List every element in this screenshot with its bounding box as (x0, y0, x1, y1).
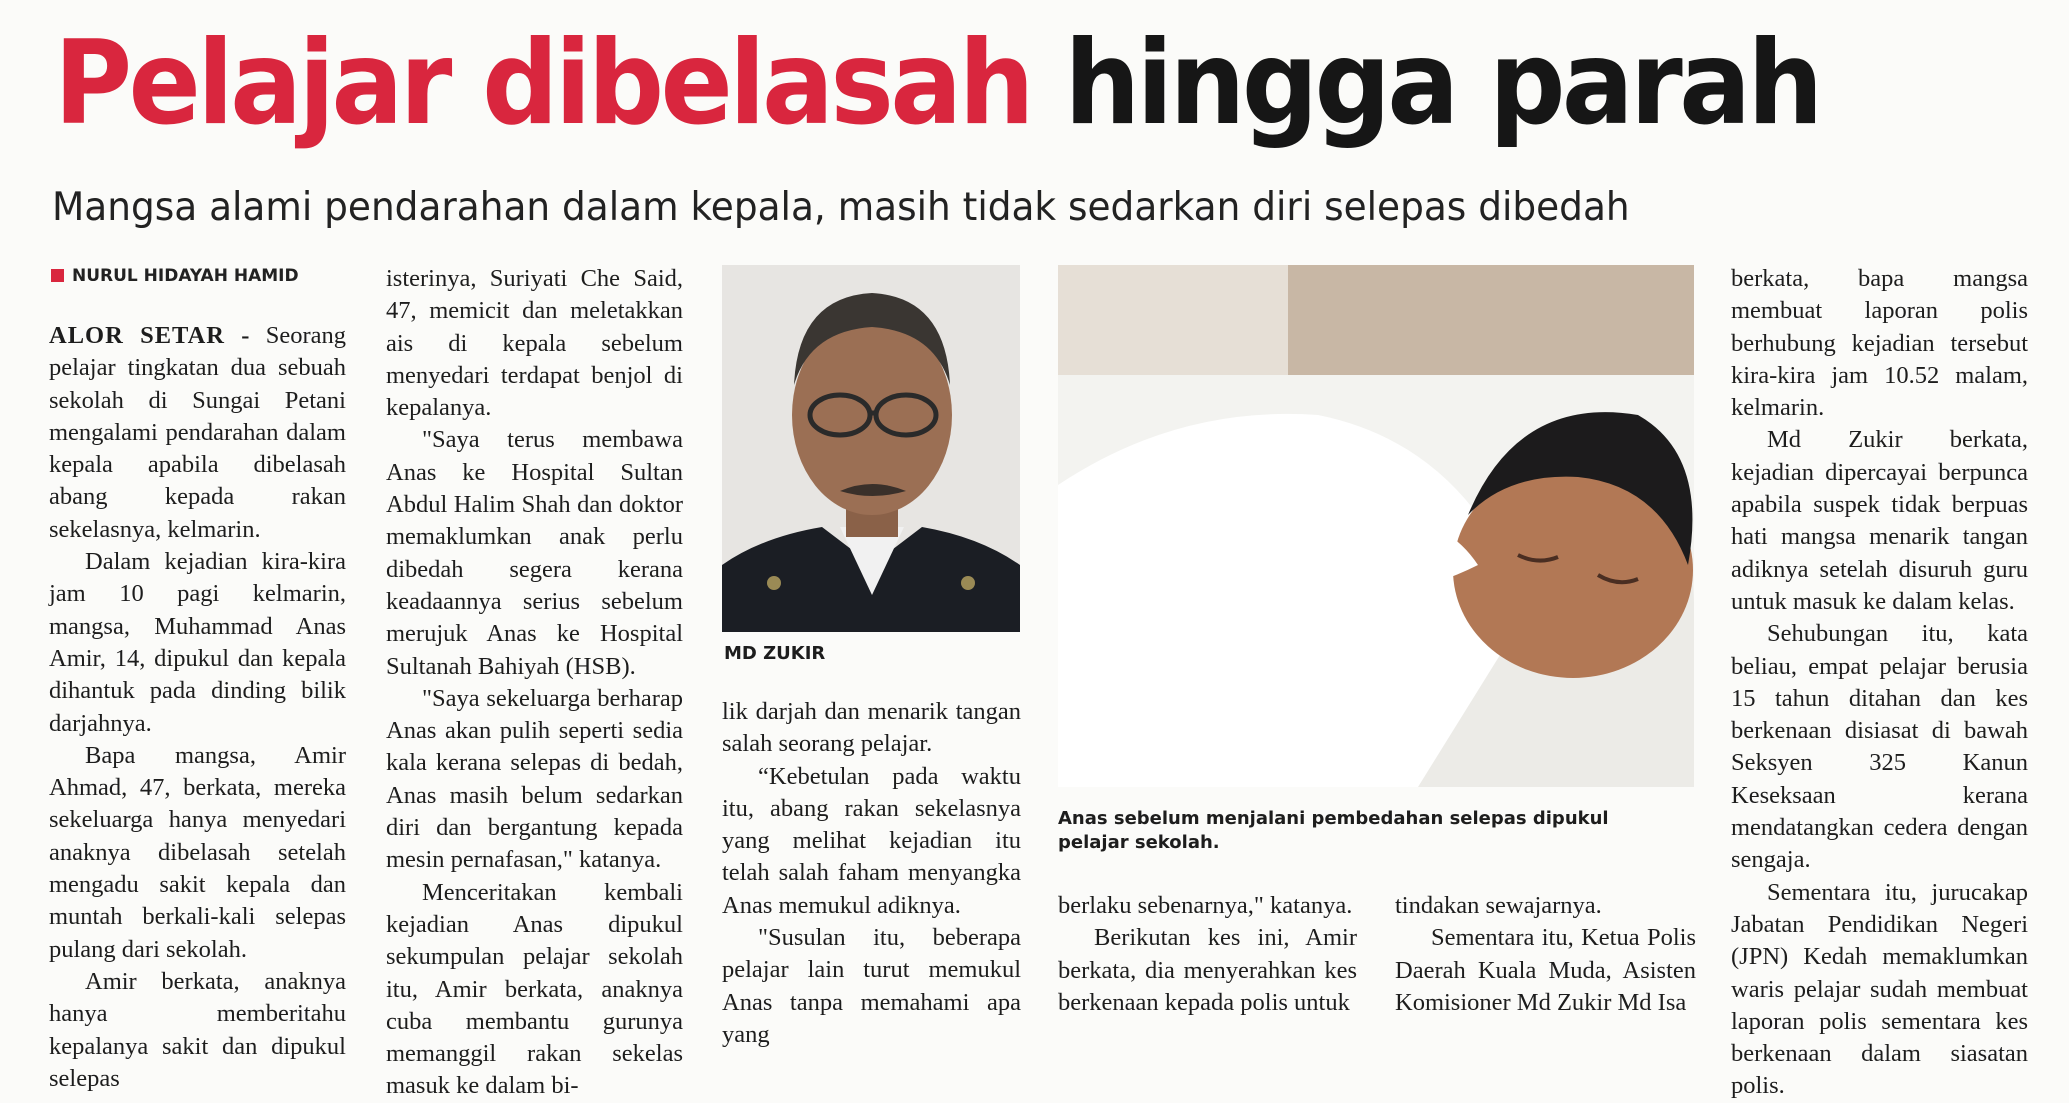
paragraph: Berikutan kes ini, Amir berkata, dia menyerahkan kes berkenaan kepada polis untuk (1058, 924, 1357, 1016)
byline-author: NURUL HIDAYAH HAMID (72, 266, 299, 286)
paragraph: Md Zukir berkata, kejadian dipercayai berpunca apabila suspek tidak berpuas hati mangsa menarik tangan adiknya setelah disuruh guru untuk masuk ke dalam kelas. (1731, 426, 2028, 615)
paragraph: "Susulan itu, beberapa pelajar lain turut memukul Anas tanpa memahami apa yang (722, 924, 1021, 1048)
paragraph: isterinya, Suriyati Che Said, 47, memicit dan meletakkan ais di kepala sebelum menyedari terdapat benjol di kepalanya. (386, 265, 683, 422)
dateline: ALOR SETAR - (49, 322, 251, 349)
paragraph: lik darjah dan menarik tangan salah seorang pelajar. (722, 698, 1021, 758)
paragraph: “Kebetulan pada waktu itu, abang rakan sekelasnya yang melihat kejadian itu telah salah faham menyangka Anas memukul adiknya. (722, 762, 1021, 919)
paragraph: berkata, bapa mangsa membuat laporan polis berhubung kejadian tersebut kira-kira jam 10.52 malam, kelmarin. (1731, 265, 2028, 422)
paragraph: Bapa mangsa, Amir Ahmad, 47, berkata, mereka sekeluarga hanya menyedari anaknya dibelasah setelah mengadu sakit kepala dan muntah berkali-kali selepas pulang dari sekolah. (49, 741, 346, 963)
lead-text: Seorang pelajar tingkatan dua sebuah sekolah di Sungai Petani mengalami pendarahan dalam kepala apabila dibelasah abang kepada rakan sekelasnya, kelmarin. (49, 322, 346, 543)
paragraph: tindakan sewajarnya. (1395, 892, 1602, 919)
headline-part-black: hingga parah (1064, 16, 1820, 151)
paragraph: Dalam kejadian kira-kira jam 10 pagi kelmarin, mangsa, Muhammad Anas Amir, 14, dipukul dan kepala dihantuk pada dinding bilik darjahnya. (49, 548, 346, 737)
paragraph: Sementara itu, jurucakap Jabatan Pendidikan Negeri (JPN) Kedah memaklumkan waris pelajar sudah membuat laporan polis sementara kes berkenaan dalam siasatan polis. (1731, 878, 2028, 1100)
patient-caption: Anas sebelum menjalani pembedahan selepas dipukul pelajar sekolah. (1058, 808, 1609, 853)
paragraph: Sementara itu, Ketua Polis Daerah Kuala Muda, Asisten Komisioner Md Zukir Md Isa (1395, 924, 1696, 1016)
subheadline: Mangsa alami pendarahan dalam kepala, masih tidak sedarkan diri selepas dibedah (52, 185, 1630, 230)
patient-illustration (1058, 265, 1694, 787)
headline (54, 14, 1820, 154)
byline-square-icon (51, 269, 64, 282)
article-column-2 (386, 263, 683, 1103)
portrait-caption: MD ZUKIR (724, 643, 826, 664)
article-column-4 (1058, 890, 1357, 1019)
paragraph (49, 320, 346, 546)
article-column-6 (1731, 263, 2028, 1103)
article-column-3 (722, 696, 1021, 1051)
article-column-5 (1395, 890, 1696, 1019)
portrait-photo (722, 265, 1020, 632)
paragraph: "Saya terus membawa Anas ke Hospital Sultan Abdul Halim Shah dan doktor memaklumkan anak perlu dibedah segera kerana keadaannya serius sebelum merujuk Anas ke Hospital Sultanah Bahiyah (HSB). (386, 426, 683, 680)
patient-photo (1058, 265, 1694, 787)
headline-part-red: Pelajar dibelasah (54, 16, 1031, 151)
byline (51, 266, 299, 286)
paragraph: berlaku sebenarnya," katanya. (1058, 892, 1353, 919)
portrait-illustration (722, 265, 1020, 632)
paragraph: Sehubungan itu, kata beliau, empat pelajar berusia 15 tahun ditahan dan kes berkenaan disiasat di bawah Seksyen 325 Kanun Keseksaan kerana mendatangkan cedera dengan sengaja. (1731, 620, 2028, 874)
paragraph: "Saya sekeluarga berharap Anas akan pulih seperti sedia kala kerana selepas di bedah, Anas masih belum sedarkan diri dan bergantung kepada mesin pernafasan," katanya. (386, 684, 683, 874)
article-column-1 (49, 320, 346, 1095)
paragraph: Amir berkata, anaknya hanya memberitahu kepalanya sakit dan dipukul selepas (49, 967, 346, 1092)
paragraph: Menceritakan kembali kejadian Anas dipukul sekumpulan pelajar sekolah itu, Amir berkata, anaknya cuba membantu gurunya memanggil rakan sekelas masuk ke dalam bi- (386, 878, 683, 1100)
